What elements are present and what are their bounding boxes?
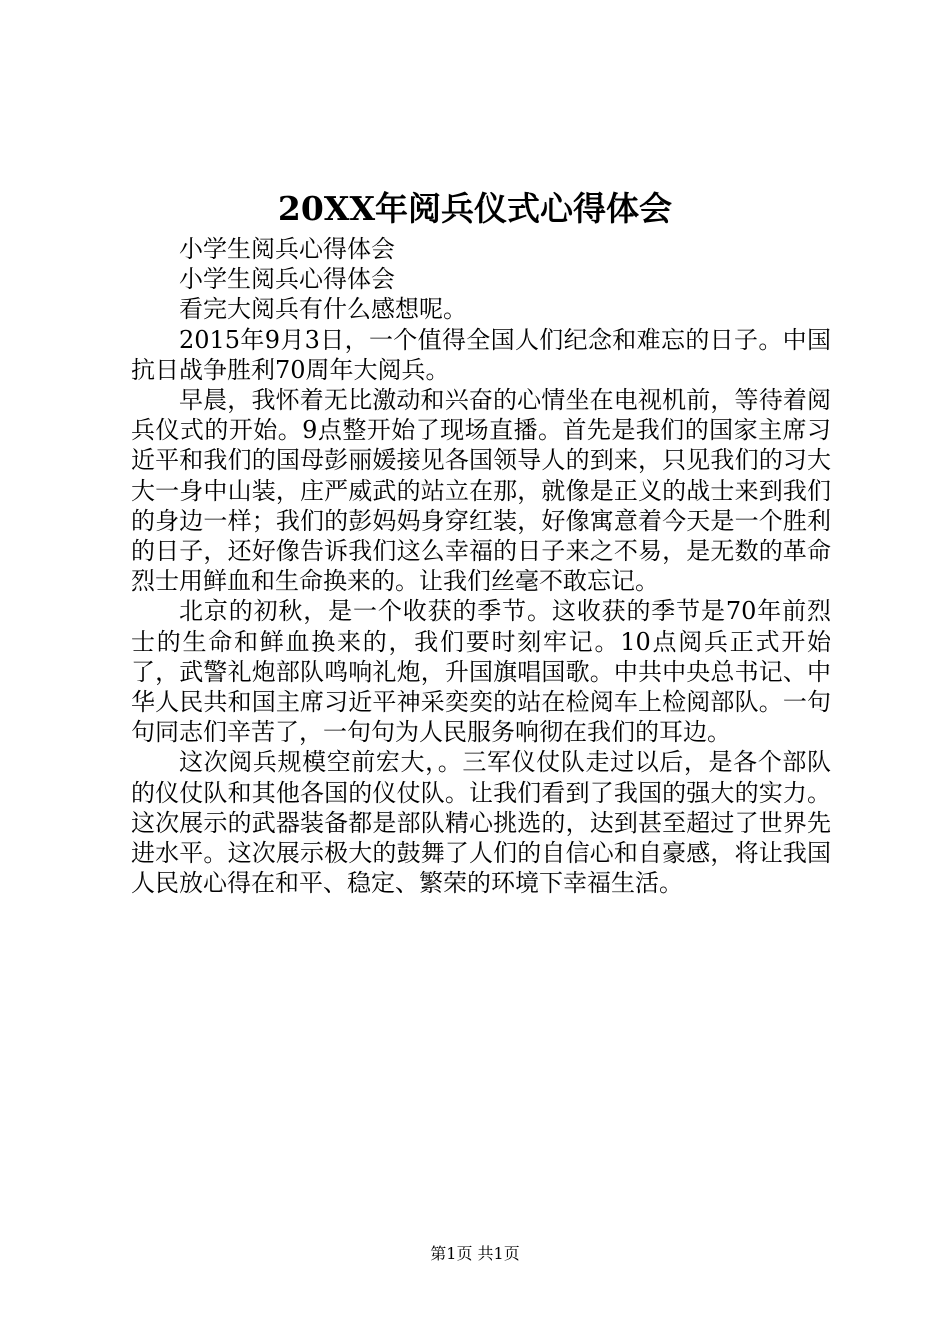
page-footer: 第1页 共1页 [430,1244,520,1263]
paragraph: 这次阅兵规模空前宏大，。三军仪仗队走过以后，是各个部队的仪仗队和其他各国的仪仗队。让我们看到了我国的强大的实力。这次展示的武器装备都是部队精心挑选的，达到甚至超过了世界先进水平。这次展示极大的鼓舞了人们的自信心和自豪感，将让我国人民放心得在和平、稳定、繁荣的环境下幸福生活。 [131,748,831,898]
paragraph: 早晨，我怀着无比激动和兴奋的心情坐在电视机前，等待着阅兵仪式的开始。9点整开始了现场直播。首先是我们的国家主席习近平和我们的国母彭丽媛接见各国领导人的到来，只见我们的习大大一身中山装，庄严威武的站立在那，就像是正义的战士来到我们的身边一样；我们的彭妈妈身穿红装，好像寓意着今天是一个胜利的日子，还好像告诉我们这么幸福的日子来之不易，是无数的革命烈士用鲜血和生命换来的。让我们丝毫不敢忘记。 [131,386,831,596]
paragraph: 北京的初秋，是一个收获的季节。这收获的季节是70年前烈士的生命和鲜血换来的，我们要时刻牢记。10点阅兵正式开始了，武警礼炮部队鸣响礼炮，升国旗唱国歌。中共中央总书记、中华人民共和国主席习近平神采奕奕的站在检阅车上检阅部队。一句句同志们辛苦了，一句句为人民服务响彻在我们的耳边。 [131,597,831,747]
paragraph: 小学生阅兵心得体会 [179,265,395,294]
document-body [131,234,831,898]
document-title: 20XX年阅兵仪式心得体会 [277,189,673,228]
paragraph: 小学生阅兵心得体会 [179,235,395,263]
paragraph: 2015年9月3日，一个值得全国人们纪念和难忘的日子。中国抗日战争胜利70周年大阅兵。 [131,325,831,384]
paragraph: 看完大阅兵有什么感想呢。 [179,295,467,324]
